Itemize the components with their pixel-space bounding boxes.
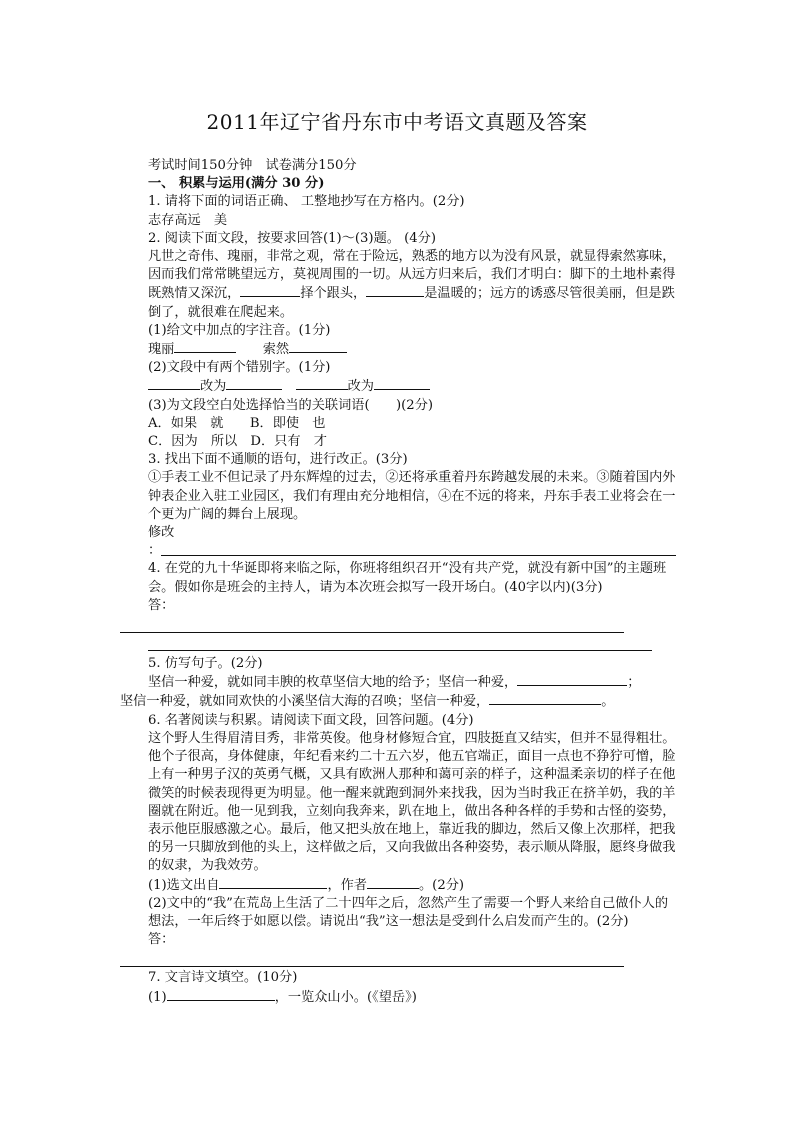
answer-blank — [374, 377, 430, 390]
question-3-fix-line — [120, 542, 676, 560]
answer-blank — [296, 377, 348, 390]
question-6-sub-2: (2)文中的“我”在荒岛上生活了二十四年之后，忽然产生了需要一个野人来给自己做仆人的想法，一年后终于如愿以偿。请说出“我”这一想法是受到什么启发而产生的。(2分) — [148, 895, 669, 929]
passage-blank-1 — [240, 284, 300, 297]
question-2-sub-2: (2)文段中有两个错别字。(1分) — [148, 360, 331, 376]
option-a-b: A．如果 就 B．即使 也 — [148, 415, 326, 431]
question-2-sub-1: (1)给文中加点的字注音。(1分) — [148, 322, 331, 338]
question-2-sub-2-answer — [120, 377, 676, 396]
answer-blank — [219, 876, 327, 889]
section-heading: 一、 积累与运用(满分 30 分) — [148, 176, 325, 192]
question-5-line-1 — [120, 673, 676, 692]
passage-part-3: 是温暖的；远方的诱惑尽管很美丽，但是跌倒了，就很难在爬起来。 — [148, 286, 675, 320]
document-body — [120, 157, 676, 1007]
q5-text-d: 。 — [601, 694, 615, 710]
question-4-answer: 答： — [148, 597, 175, 613]
question-1-word: 志存高远 美 — [148, 212, 228, 228]
option-c-d: C．因为 所以 D．只有 才 — [148, 434, 327, 450]
q5-text-c: 坚信一种爱，就如同欢快的小溪坚信大海的召唤；坚信一种爱， — [120, 694, 490, 710]
answer-blank — [517, 673, 627, 686]
colon: ： — [148, 543, 162, 559]
answer-line — [120, 949, 624, 967]
question-6-sub-1 — [120, 876, 676, 895]
answer-line — [161, 542, 676, 556]
question-7: 7. 文言诗文填空。(10分) — [148, 970, 298, 986]
question-4: 4. 在党的九十华诞即将来临之际，你班将组织召开“没有共产党，就没有新中国”的主题班会。假如你是班会的主持人，请为本次班会拟写一段开场白。(40字以内)(3分) — [148, 561, 667, 595]
q6-s1-text-c: 。(2分) — [419, 877, 465, 893]
passage-part-1: 凡世之奇伟、瑰丽，非常之观，常在于险远，熟悉的地方以为没有风景，就显得索然寡味，因而我们常常眺望远方，莫视周围的一切。从远方归来后，我们才明白：脚下的土地朴素得既熟情又深沉， — [148, 249, 676, 302]
passage-blank-2 — [366, 284, 424, 297]
answer-blank — [289, 340, 347, 353]
q7-1-label: (1) — [148, 989, 167, 1005]
question-5-line-2 — [120, 692, 676, 711]
gaiwei-label-2: 改为 — [347, 379, 374, 395]
question-6: 6. 名著阅读与积累。请阅读下面文段，回答问题。(4分) — [148, 712, 474, 728]
q5-text-a: 坚信一种爱，就如同丰腴的枚草坚信大地的给予；坚信一种爱， — [148, 675, 518, 691]
exam-info: 考试时间150分钟 试卷满分150分 — [148, 158, 357, 173]
q5-text-b: ； — [627, 675, 641, 691]
passage-part-2: 择个跟头， — [300, 286, 367, 302]
q6-s1-text-b: ，作者 — [327, 877, 367, 893]
question-1: 1. 请将下面的词语正确、 工整地抄写在方格内。(2分) — [148, 194, 465, 210]
answer-line — [148, 633, 652, 651]
q6-s1-text-a: (1)选文出自 — [148, 877, 220, 893]
question-3-text: ①手表工业不但记录了丹东辉煌的过去，②还将承重着丹东跨越发展的未来。③随着国内外钟表企业入驻工业园区，我们有理由充分地相信，④在不远的将来，丹东手表工业将会在一个更为广阔的舞台上展现。 — [148, 470, 676, 522]
q7-1-text: ，一览众山小。(《望岳》) — [274, 989, 417, 1005]
question-2-passage — [120, 248, 676, 322]
question-6-passage: 这个野人生得眉清目秀，非常英俊。他身材修短合宜，四肢挺直又结实，但并不显得粗壮。他个子很高，身体健康，年纪看来约二十五六岁，他五官端正，面目一点也不狰狞可憎，脸上有一种男子汉的英勇气概，又具有欧洲人那种和蔼可亲的样子，这种温柔亲切的样子在他微笑的时候表现得更为明显。他一醒来就跑到洞外来找我，因为当时我正在挤羊奶，我的羊圈就在附近。他一见到我，立刻向我奔来，趴在地上，做出各种各样的手势和古怪的姿势，表示他臣服感激之心。最后，他又把头放在地上，靠近我的脚边，然后又像上次那样，把我的另一只脚放到他的头上，这样做之后，又向我做出各种姿势，表示顺从降服，愿终身做我的奴隶，为我效劳。 — [148, 730, 676, 874]
gaiwei-label-1: 改为 — [200, 379, 227, 395]
question-2-sub-1-answer — [120, 340, 676, 359]
word-guili: 瑰丽 — [148, 342, 175, 358]
answer-blank — [226, 377, 282, 390]
question-3-fix-label: 修改 — [148, 525, 175, 541]
word-suoran: 索然 — [262, 342, 290, 358]
question-2-sub-3: (3)为文段空白处选择恰当的关联词语( )(2分) — [148, 397, 434, 413]
question-5: 5. 仿写句子。(2分) — [148, 656, 263, 672]
answer-blank — [489, 692, 601, 705]
question-7-item-1 — [120, 988, 676, 1007]
question-3: 3. 找出下面不通顺的语句，进行改正。(3分) — [148, 452, 408, 468]
answer-blank — [174, 340, 236, 353]
page-title: 2011年辽宁省丹东市中考语文真题及答案 — [206, 110, 588, 134]
answer-blank — [148, 377, 200, 390]
answer-blank — [367, 876, 419, 889]
question-6-answer: 答： — [148, 932, 175, 948]
answer-blank — [167, 988, 275, 1001]
question-2: 2. 阅读下面文段，按要求回答(1)～(3)题。 (4分) — [148, 230, 437, 246]
answer-line — [120, 615, 624, 633]
